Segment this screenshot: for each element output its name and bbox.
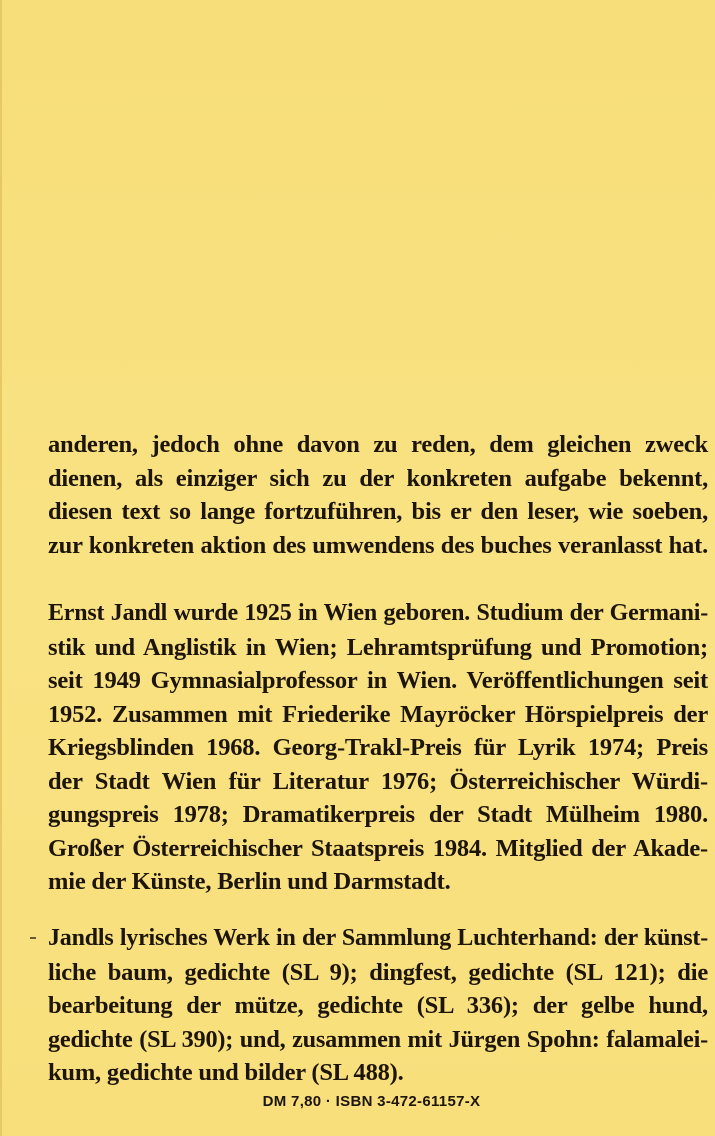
intro-line: diesen text so lange fortzuführen, bis er den leser, wie soeben, [48,498,708,525]
works-line: kum, gedichte und bilder (SL 488). [48,1059,404,1086]
works-line: Jandls lyrisches Werk in der Sammlung Luchterhand: der künst- [48,925,708,951]
bio-line: mie der Künste, Berlin und Darmstadt. [48,868,451,895]
works-line: gedichte (SL 390); und, zusammen mit Jürgen Spohn: falamalei- [48,1025,708,1053]
intro-line: zur konkreten aktion des umwendens des buches veranlasst hat. [48,531,708,559]
author-bio-paragraph [48,597,708,899]
bio-line: 1952. Zusammen mit Friederike Mayröcker Hörspielpreis der [48,700,708,728]
works-paragraph [48,922,708,1090]
works-line: bearbeitung der mütze, gedichte (SL 336); der gelbe hund, [48,992,708,1019]
bio-line: Kriegsblinden 1968. Georg-Trakl-Preis für Lyrik 1974; Preis [48,734,708,761]
intro-paragraph [48,428,708,562]
bio-line: seit 1949 Gymnasialprofessor in Wien. Veröffentlichungen seit [48,667,708,694]
bio-line: Ernst Jandl wurde 1925 in Wien geboren. Studium der Germani- [48,600,708,626]
works-line: liche baum, gedichte (SL 9); dingfest, gedichte (SL 121); die [48,958,708,986]
cover-edge [0,0,2,1136]
intro-line: dienen, als einziger sich zu der konkreten aufgabe bekennt, [48,464,708,492]
intro-line: anderen, jedoch ohne davon zu reden, dem gleichen zweck [48,431,708,458]
price-isbn: DM 7,80 · ISBN 3-472-61157-X [262,1093,481,1110]
bio-line: der Stadt Wien für Literatur 1976; Österreichischer Würdi- [48,767,708,795]
bio-line: Großer Österreichischer Staatspreis 1984. Mitglied der Akade- [48,834,708,862]
bio-line: gungspreis 1978; Dramatikerpreis der Stadt Mülheim 1980. [48,801,708,828]
margin-mark [30,937,36,939]
bio-line: stik und Anglistik in Wien; Lehramtsprüfung und Promotion; [48,633,708,661]
